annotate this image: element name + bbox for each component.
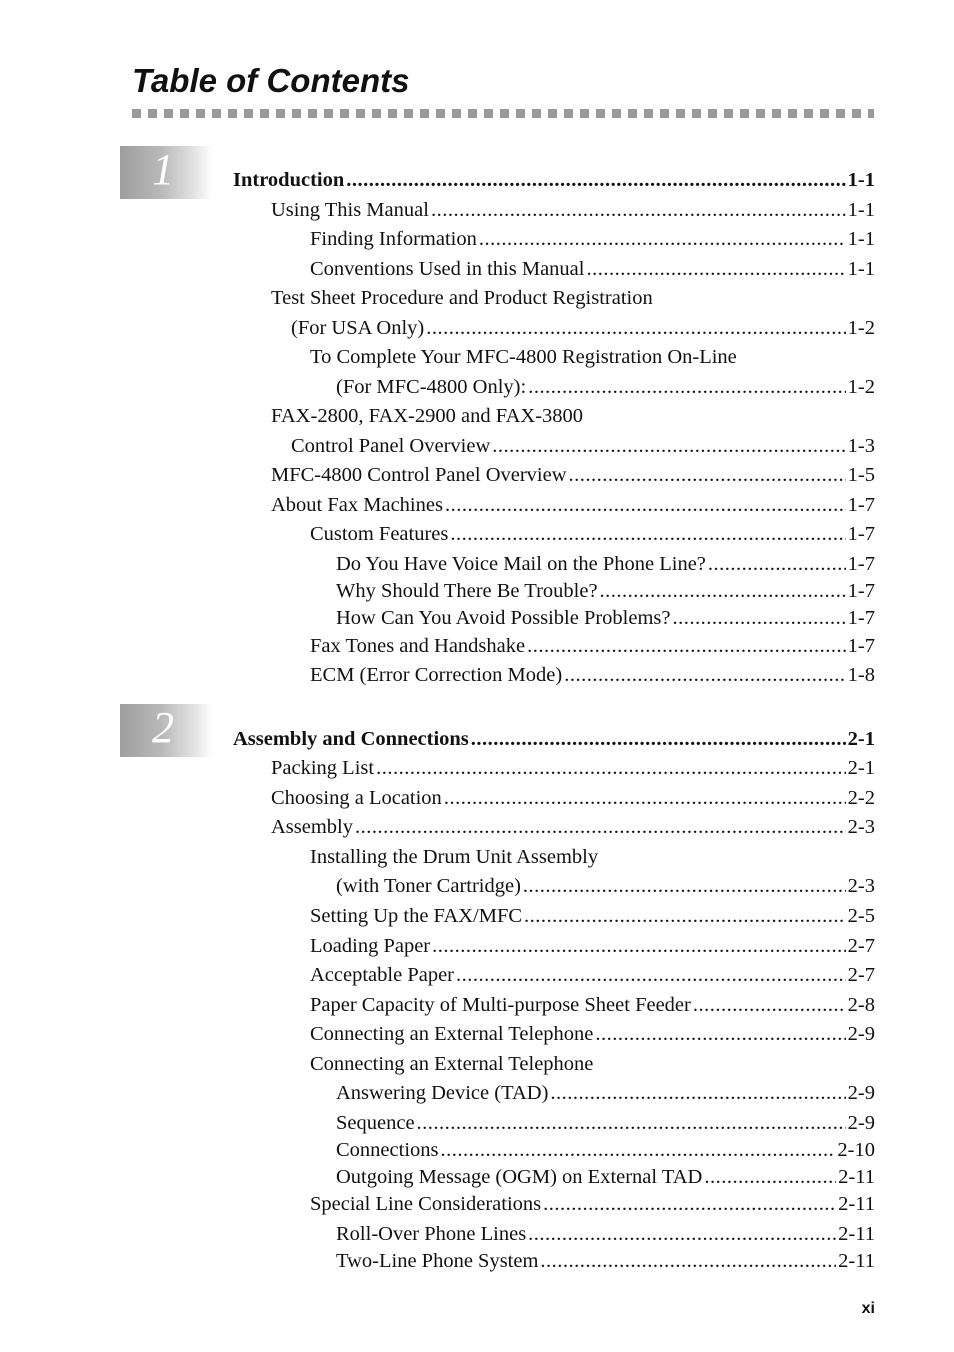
dot-leader — [564, 663, 845, 687]
toc-entry-page: 1-1 — [847, 199, 875, 221]
dot-leader — [586, 257, 845, 281]
toc-entry[interactable] — [291, 434, 875, 458]
toc-entry[interactable] — [271, 463, 875, 487]
toc-entry-title: (For MFC-4800 Only): — [336, 376, 527, 398]
toc-entry-title: Do You Have Voice Mail on the Phone Line? — [336, 553, 706, 575]
toc-entry-title: Conventions Used in this Manual — [310, 258, 585, 280]
toc-entry[interactable] — [310, 993, 875, 1017]
toc-entry-page: 2-9 — [847, 1112, 875, 1134]
dot-leader — [417, 1111, 846, 1135]
toc-entry-title: Loading Paper — [310, 935, 431, 957]
toc-entry-page: 1-7 — [847, 553, 875, 575]
toc-entry-title: Assembly — [271, 816, 353, 838]
page-number: xi — [861, 1300, 875, 1317]
toc-entry-title: ECM (Error Correction Mode) — [310, 664, 563, 686]
toc-entry-page: 1-7 — [847, 580, 875, 602]
toc-entry-title: About Fax Machines — [271, 494, 443, 516]
toc-entry-page: 1-3 — [847, 435, 875, 457]
toc-entry-page: 1-1 — [847, 228, 875, 250]
toc-entry[interactable] — [336, 874, 875, 898]
toc-entry-page: 1-7 — [847, 494, 875, 516]
toc-entry-page: 2-9 — [847, 1023, 875, 1045]
toc-entry-page: 1-2 — [847, 317, 875, 339]
toc-entry-title: Two-Line Phone System — [336, 1250, 539, 1272]
toc-entry[interactable] — [310, 227, 875, 251]
toc-entry-page: 2-11 — [838, 1193, 875, 1215]
toc-entry-title: Fax Tones and Handshake — [310, 635, 526, 657]
dot-leader — [444, 786, 846, 810]
toc-entry-page: 1-7 — [847, 607, 875, 629]
toc-entry[interactable] — [310, 522, 875, 546]
toc-entry[interactable] — [271, 493, 875, 517]
dot-leader — [528, 1222, 836, 1246]
toc-chapter-entry[interactable] — [233, 168, 875, 192]
dot-leader — [600, 579, 846, 603]
toc-entry-page: 2-11 — [838, 1250, 875, 1272]
toc-entry-page: 2-11 — [838, 1223, 875, 1245]
toc-entry-title: Packing List — [271, 757, 375, 779]
dot-leader — [456, 963, 846, 987]
toc-entry-title: How Can You Avoid Possible Problems? — [336, 607, 671, 629]
toc-entry[interactable] — [336, 1138, 875, 1162]
toc-entry[interactable] — [310, 1022, 875, 1046]
toc-entry-page: 1-8 — [847, 664, 875, 686]
toc-entry[interactable] — [336, 1165, 875, 1189]
toc-entry[interactable] — [291, 316, 875, 340]
toc-entry[interactable] — [336, 1222, 875, 1246]
toc-entry-title: Acceptable Paper — [310, 964, 454, 986]
chapter-2-tab — [120, 704, 212, 757]
toc-entry-page: 1-2 — [847, 376, 875, 398]
toc-entry-page: 1-7 — [847, 635, 875, 657]
toc-entry-page: 2-3 — [847, 875, 875, 897]
toc-entry-title: Connections — [336, 1139, 439, 1161]
toc-entry-title: Connecting an External Telephone — [310, 1023, 594, 1045]
dot-leader — [569, 463, 846, 487]
toc-entry-heading: Test Sheet Procedure and Product Registration — [271, 287, 653, 309]
dot-leader — [550, 1081, 845, 1105]
toc-entry-title: (For USA Only) — [291, 317, 425, 339]
toc-entry[interactable] — [310, 963, 875, 987]
dot-leader — [704, 1165, 836, 1189]
toc-entry-page: 2-9 — [847, 1082, 875, 1104]
toc-entry-heading: FAX-2800, FAX-2900 and FAX-3800 — [271, 405, 584, 427]
dot-leader — [524, 904, 846, 928]
toc-entry-title: Roll-Over Phone Lines — [336, 1223, 527, 1245]
title-dashed-rule — [132, 109, 874, 118]
dot-leader — [445, 493, 846, 517]
toc-entry-page: 2-2 — [847, 787, 875, 809]
toc-entry-page: 2-8 — [847, 994, 875, 1016]
toc-entry[interactable] — [310, 634, 875, 658]
toc-entry[interactable] — [310, 904, 875, 928]
toc-entry-title: Using This Manual — [271, 199, 429, 221]
toc-chapter-entry[interactable] — [233, 727, 875, 751]
dot-leader — [471, 727, 846, 751]
toc-entry-page: 2-1 — [847, 757, 875, 779]
toc-entry[interactable] — [336, 552, 875, 576]
toc-entry-page: 2-3 — [847, 816, 875, 838]
dot-leader — [523, 874, 846, 898]
toc-entry-title: Answering Device (TAD) — [336, 1082, 549, 1104]
dot-leader — [441, 1138, 836, 1162]
dot-leader — [426, 316, 845, 340]
toc-entry-title: (with Toner Cartridge) — [336, 875, 521, 897]
dot-leader — [543, 1192, 836, 1216]
toc-entry-heading: Connecting an External Telephone — [310, 1053, 594, 1075]
toc-entry-page: 2-5 — [847, 905, 875, 927]
toc-entry-title: Outgoing Message (OGM) on External TAD — [336, 1166, 703, 1188]
dot-leader — [479, 227, 846, 251]
toc-entry[interactable] — [310, 663, 875, 687]
dot-leader — [450, 522, 845, 546]
chapter-1-tab — [120, 146, 212, 199]
chapter-number: 1 — [152, 145, 174, 194]
toc-entry[interactable] — [336, 375, 875, 399]
toc-entry[interactable] — [310, 257, 875, 281]
toc-entry[interactable] — [310, 934, 875, 958]
toc-entry[interactable] — [271, 198, 875, 222]
toc-entry-title: Choosing a Location — [271, 787, 442, 809]
toc-entry[interactable] — [271, 786, 875, 810]
toc-entry-title: Why Should There Be Trouble? — [336, 580, 598, 602]
toc-entry-page: 2-11 — [838, 1166, 875, 1188]
dot-leader — [376, 756, 846, 780]
toc-entry-title: Paper Capacity of Multi-purpose Sheet Feeder — [310, 994, 691, 1016]
dot-leader — [355, 815, 846, 839]
toc-entry-heading: Installing the Drum Unit Assembly — [310, 846, 599, 868]
dot-leader — [595, 1022, 845, 1046]
toc-entry-page: 2-7 — [847, 935, 875, 957]
toc-entry-title: Finding Information — [310, 228, 477, 250]
dot-leader — [431, 198, 846, 222]
toc-entry[interactable] — [271, 815, 875, 839]
toc-entry-title: Sequence — [336, 1112, 415, 1134]
toc-entry[interactable] — [336, 1081, 875, 1105]
dot-leader — [346, 168, 845, 192]
toc-entry[interactable] — [336, 1249, 875, 1273]
toc-entry-title: Control Panel Overview — [291, 435, 491, 457]
toc-entry-page: 1-7 — [847, 523, 875, 545]
toc-entry-page: 1-1 — [847, 258, 875, 280]
dot-leader — [693, 993, 846, 1017]
toc-entry-heading: To Complete Your MFC-4800 Registration On-Line — [310, 346, 737, 368]
dot-leader — [540, 1249, 836, 1273]
dot-leader — [492, 434, 845, 458]
toc-entry-page: 2-10 — [837, 1139, 875, 1161]
dot-leader — [528, 375, 845, 399]
dot-leader — [527, 634, 846, 658]
toc-entry-title: Setting Up the FAX/MFC — [310, 905, 523, 927]
page-title: Table of Contents — [132, 62, 410, 99]
dot-leader — [673, 606, 846, 630]
toc-entry-title: Introduction — [233, 169, 345, 191]
chapter-number: 2 — [152, 703, 174, 752]
toc-entry-title: Custom Features — [310, 523, 449, 545]
dot-leader — [708, 552, 846, 576]
toc-entry[interactable] — [271, 756, 875, 780]
toc-entry-page: 2-1 — [847, 728, 875, 750]
toc-entry-page: 1-1 — [847, 169, 875, 191]
toc-entry-page: 1-5 — [847, 464, 875, 486]
toc-entry-title: Assembly and Connections — [233, 728, 469, 750]
toc-entry[interactable] — [310, 1192, 875, 1216]
dot-leader — [432, 934, 846, 958]
toc-entry[interactable] — [336, 606, 875, 630]
toc-entry-title: MFC-4800 Control Panel Overview — [271, 464, 567, 486]
toc-entry-title: Special Line Considerations — [310, 1193, 542, 1215]
toc-entry[interactable] — [336, 579, 875, 603]
toc-entry[interactable] — [336, 1111, 875, 1135]
toc-entry-page: 2-7 — [847, 964, 875, 986]
